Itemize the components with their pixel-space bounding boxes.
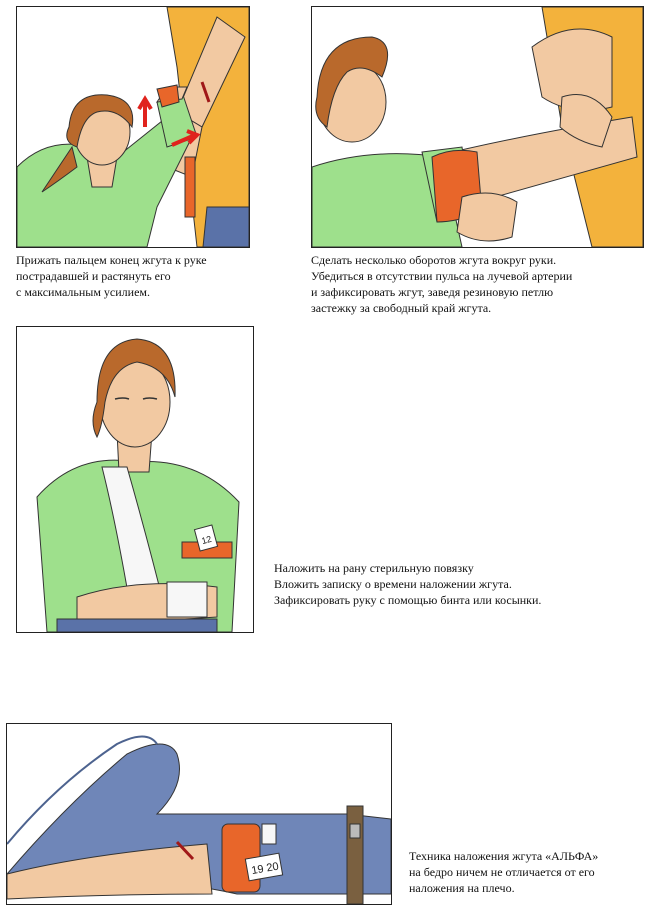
caption-line: застежку за свободный край жгута.	[311, 301, 492, 315]
arm-note-text: 12	[200, 533, 213, 547]
panel-3-illustration	[16, 326, 254, 633]
panel-1-illustration	[16, 6, 250, 248]
caption-line: Убедиться в отсутствии пульса на лучевой артерии	[311, 269, 573, 283]
panel-2-caption	[311, 252, 572, 316]
panel-1-caption	[16, 252, 207, 300]
caption-line: пострадавшей и растянуть его	[16, 269, 171, 283]
caption-line: Сделать несколько оборотов жгута вокруг руки.	[311, 253, 557, 267]
caption-line: Прижать пальцем конец жгута к руке	[16, 253, 207, 267]
hold-tourniquet-illustration	[17, 7, 249, 247]
caption-line: наложения на плечо.	[409, 881, 515, 895]
wrap-tourniquet-illustration	[312, 7, 643, 247]
caption-line: на бедро ничем не отличается от его	[409, 865, 595, 879]
panel-2-illustration	[311, 6, 644, 248]
caption-line: Вложить записку о времени наложении жгута.	[274, 577, 512, 591]
caption-line: и зафиксировать жгут, заведя резиновую петлю	[311, 285, 554, 299]
caption-line: с максимальным усилием.	[16, 285, 151, 299]
tourniquet-thigh-illustration	[7, 724, 391, 904]
thigh-note-text: 19 20	[250, 860, 280, 878]
arm-sling-illustration	[17, 327, 253, 632]
panel-4-caption	[409, 848, 598, 896]
caption-line: Наложить на рану стерильную повязку	[274, 561, 474, 575]
caption-line: Техника наложения жгута «АЛЬФА»	[409, 849, 599, 863]
caption-line: Зафиксировать руку с помощью бинта или косынки.	[274, 593, 542, 607]
panel-4-illustration	[6, 723, 392, 905]
panel-3-caption	[274, 560, 541, 608]
